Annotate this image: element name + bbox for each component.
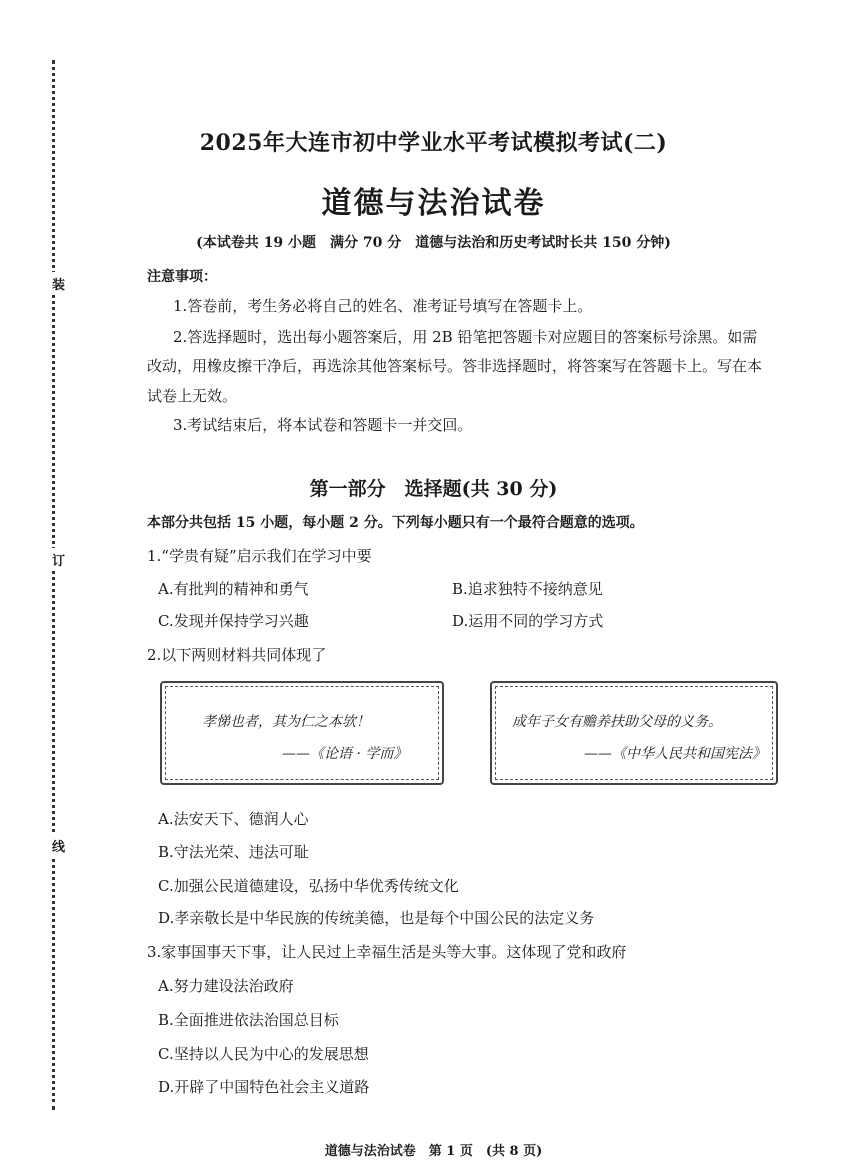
question-2-option-d: D.孝亲敬长是中华民族的传统美德，也是每个中国公民的法定义务 <box>158 909 595 927</box>
question-3-option-c: C.坚持以人民为中心的发展思想 <box>158 1045 369 1063</box>
exam-info: (本试卷共 19 小题 满分 70 分 道德与法治和历史考试时长共 150 分钟) <box>196 235 671 251</box>
quote-box-analects <box>160 681 444 785</box>
question-3-option-b: B.全面推进依法治国总目标 <box>158 1011 339 1029</box>
question-3-option-d: D.开辟了中国特色社会主义道路 <box>158 1078 370 1096</box>
binding-label-xian: 线 <box>52 834 65 857</box>
question-2-option-a: A.法安天下、德润人心 <box>158 810 309 828</box>
notice-item-2-line-2: 改动，用橡皮擦干净后，再选涂其他答案标号。答非选择题时，将答案写在答题卡上。写在本 <box>147 357 763 375</box>
question-1-option-c: C.发现并保持学习兴趣 <box>158 612 309 630</box>
exam-title: 2025年大连市初中学业水平考试模拟考试(二) <box>199 130 668 156</box>
question-3-option-a: A.努力建设法治政府 <box>158 977 294 995</box>
page-footer: 道德与法治试卷 第 1 页 (共 8 页) <box>324 1144 543 1159</box>
question-2-stem: 2.以下两则材料共同体现了 <box>147 646 327 664</box>
quote-text-analects: 孝悌也者，其为仁之本欤！ <box>202 714 370 730</box>
quote-source-analects: ——《论语 · 学而》 <box>282 746 408 762</box>
quote-box-constitution <box>490 681 778 785</box>
binding-label-zhuang: 装 <box>52 272 65 295</box>
question-3-stem: 3.家事国事天下事，让人民过上幸福生活是头等大事。这体现了党和政府 <box>147 943 627 961</box>
quote-source-constitution: ——《中华人民共和国宪法》 <box>584 746 766 762</box>
question-1-option-a: A.有批判的精神和勇气 <box>158 580 309 598</box>
notice-item-1: 1.答卷前，考生务必将自己的姓名、准考证号填写在答题卡上。 <box>173 297 593 315</box>
question-1-stem: 1.“学贵有疑”启示我们在学习中要 <box>147 547 372 565</box>
section-intro: 本部分共包括 15 小题，每小题 2 分。下列每小题只有一个最符合题意的选项。 <box>147 515 644 531</box>
quote-text-constitution: 成年子女有赡养扶助父母的义务。 <box>512 714 722 730</box>
question-1-option-d: D.运用不同的学习方式 <box>452 612 604 630</box>
binding-label-ding: 订 <box>52 548 65 571</box>
notice-item-3: 3.考试结束后，将本试卷和答题卡一并交回。 <box>173 416 473 434</box>
subject-title: 道德与法治试卷 <box>321 186 546 221</box>
question-1-option-b: B.追求独特不接纳意见 <box>452 580 603 598</box>
notice-heading: 注意事项： <box>147 269 217 285</box>
question-2-option-c: C.加强公民道德建设，弘扬中华优秀传统文化 <box>158 877 459 895</box>
notice-item-2-line-1: 2.答选择题时，选出每小题答案后，用 2B 铅笔把答题卡对应题目的答案标号涂黑。如需 <box>173 328 758 346</box>
section-title: 第一部分 选择题(共 30 分) <box>309 478 558 500</box>
question-2-option-b: B.守法光荣、违法可耻 <box>158 843 309 861</box>
notice-item-2-line-3: 试卷上无效。 <box>147 387 238 405</box>
